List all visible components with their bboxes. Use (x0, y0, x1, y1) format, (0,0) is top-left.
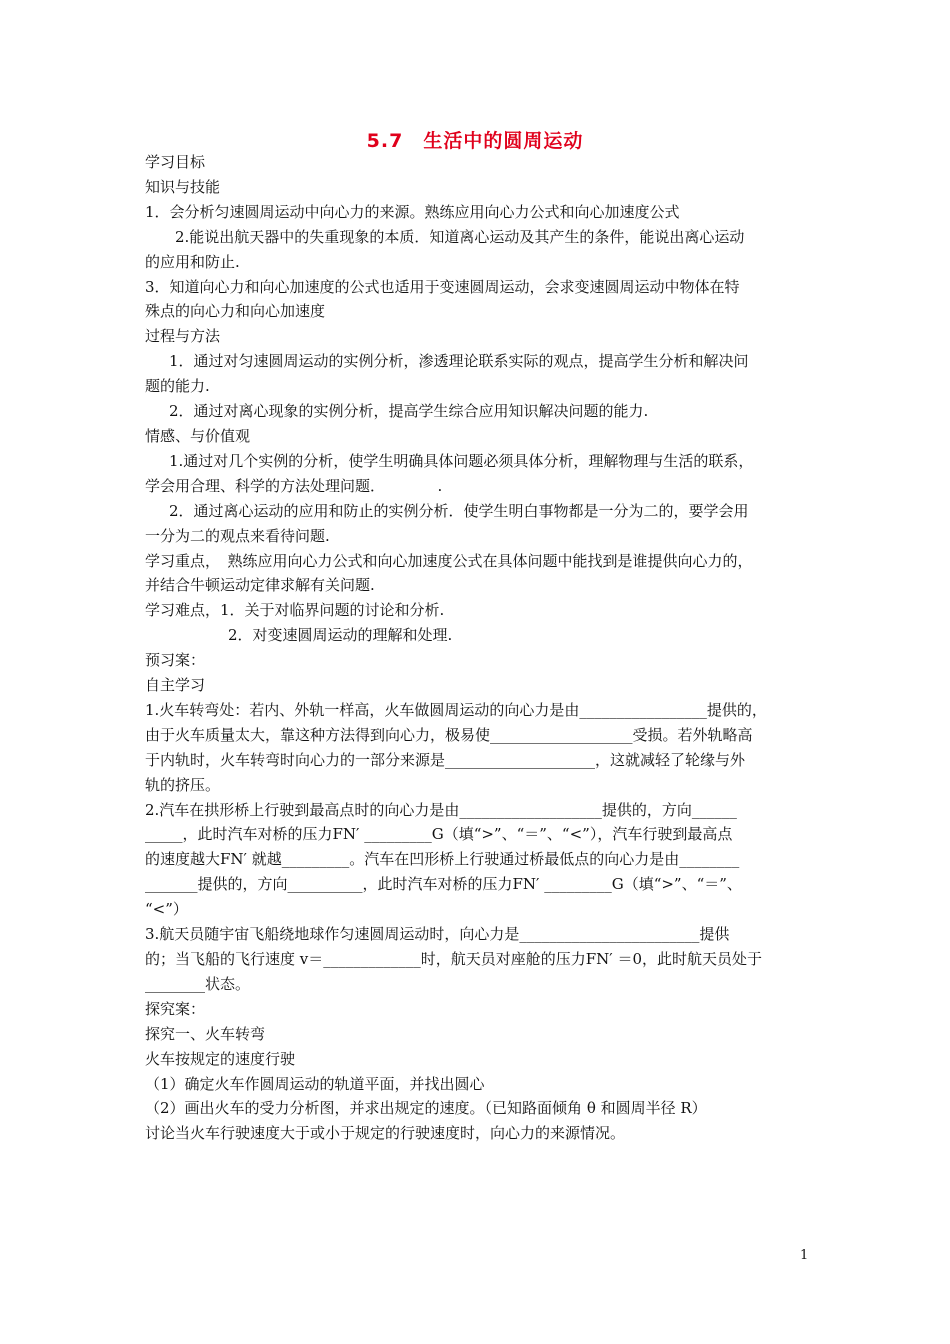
body-text-line: （2）画出火车的受力分析图，并求出规定的速度。（已知路面倾角 θ 和圆周半径 R） (145, 1099, 707, 1118)
fill-blank-line: 1.火车转弯处：若内、外轨一样高，火车做圆周运动的向心力是由_________________提供的， (145, 700, 767, 719)
body-text-line: 1.通过对几个实例的分析，使学生明确具体问题必须具体分析，理解物理与生活的联系， (169, 451, 754, 470)
body-text-line: 轨的挤压。 (145, 775, 221, 794)
body-text-line: 2.能说出航天器中的失重现象的本质．知道离心运动及其产生的条件，能说出离心运动 (175, 227, 745, 246)
body-text-line: 学习重点， 熟练应用向心力公式和向心加速度公式在具体问题中能找到是谁提供向心力的， (145, 551, 753, 570)
body-text-line: 的应用和防止. (145, 252, 240, 271)
fill-blank-line: 于内轨时，火车转弯时向心力的一部分来源是____________________，这就减轻了轮缘与外 (145, 750, 746, 769)
fill-blank-line: _____，此时汽车对桥的压力FN′ _________G（填“>”、“＝”、“<”），汽车行驶到最高点 (145, 825, 733, 844)
body-text-line: 一分为二的观点来看待问题. (145, 526, 330, 545)
fill-blank-line: ________状态。 (145, 974, 251, 993)
body-text-line: （1）确定火车作圆周运动的轨道平面，并找出圆心 (145, 1074, 485, 1093)
section-heading: 过程与方法 (145, 327, 221, 346)
body-text-line: 火车按规定的速度行驶 (145, 1049, 296, 1068)
section-heading: 知识与技能 (145, 177, 221, 196)
body-text-line: 2．对变速圆周运动的理解和处理. (228, 626, 453, 645)
body-text-line: 题的能力. (145, 377, 210, 396)
fill-blank-line: 的；当飞船的飞行速度 v＝_____________时，航天员对座舱的压力FN′ ＝0，此时航天员处于 (145, 950, 762, 968)
fill-blank-line: _______提供的，方向__________，此时汽车对桥的压力FN′ _________G（填“>”、“＝”、 (145, 875, 742, 894)
fill-blank-line: 3.航天员随宇宙飞船绕地球作匀速圆周运动时，向心力是________________________提供 (145, 925, 730, 944)
section-heading: 预习案： (145, 651, 206, 670)
body-text-line: 并结合牛顿运动定律求解有关问题. (145, 576, 375, 595)
section-heading: 探究案： (145, 999, 206, 1018)
section-heading: 探究一、火车转弯 (145, 1024, 266, 1043)
body-text-line: 1．会分析匀速圆周运动中向心力的来源。熟练应用向心力公式和向心加速度公式 (145, 202, 680, 221)
fill-blank-line: 的速度越大FN′ 就越_________。汽车在凹形桥上行驶通过桥最低点的向心力是由________ (145, 850, 740, 869)
section-heading: 学习目标 (145, 153, 206, 171)
body-text-line: 殊点的向心力和向心加速度 (145, 302, 326, 321)
page-number: 1 (800, 1248, 809, 1263)
body-text-line: 学会用合理、科学的方法处理问题． . (145, 476, 443, 495)
section-heading: 情感、与价值观 (145, 426, 251, 445)
fill-blank-line: 由于火车质量太大，靠这种方法得到向心力，极易使___________________受损。若外轨略高 (145, 725, 753, 744)
body-text-line: 1．通过对匀速圆周运动的实例分析，渗透理论联系实际的观点，提高学生分析和解决问 (169, 352, 749, 371)
body-text-line: 3．知道向心力和向心加速度的公式也适用于变速圆周运动，会求变速圆周运动中物体在特 (145, 277, 740, 296)
page-title: 5.7 生活中的圆周运动 (366, 130, 584, 152)
body-text-line: “<”） (145, 900, 188, 919)
body-text-line: 2．通过对离心现象的实例分析，提高学生综合应用知识解决问题的能力. (169, 402, 649, 421)
fill-blank-line: 2.汽车在拱形桥上行驶到最高点时的向心力是由___________________提供的，方向______ (145, 800, 737, 819)
body-text-line: 讨论当火车行驶速度大于或小于规定的行驶速度时，向心力的来源情况。 (145, 1124, 626, 1143)
body-text-line: 2．通过离心运动的应用和防止的实例分析．使学生明白事物都是一分为二的，要学会用 (169, 501, 749, 520)
section-heading: 自主学习 (145, 676, 206, 695)
document-body (145, 150, 815, 1146)
body-text-line: 学习难点，1．关于对临界问题的讨论和分析. (145, 601, 445, 620)
